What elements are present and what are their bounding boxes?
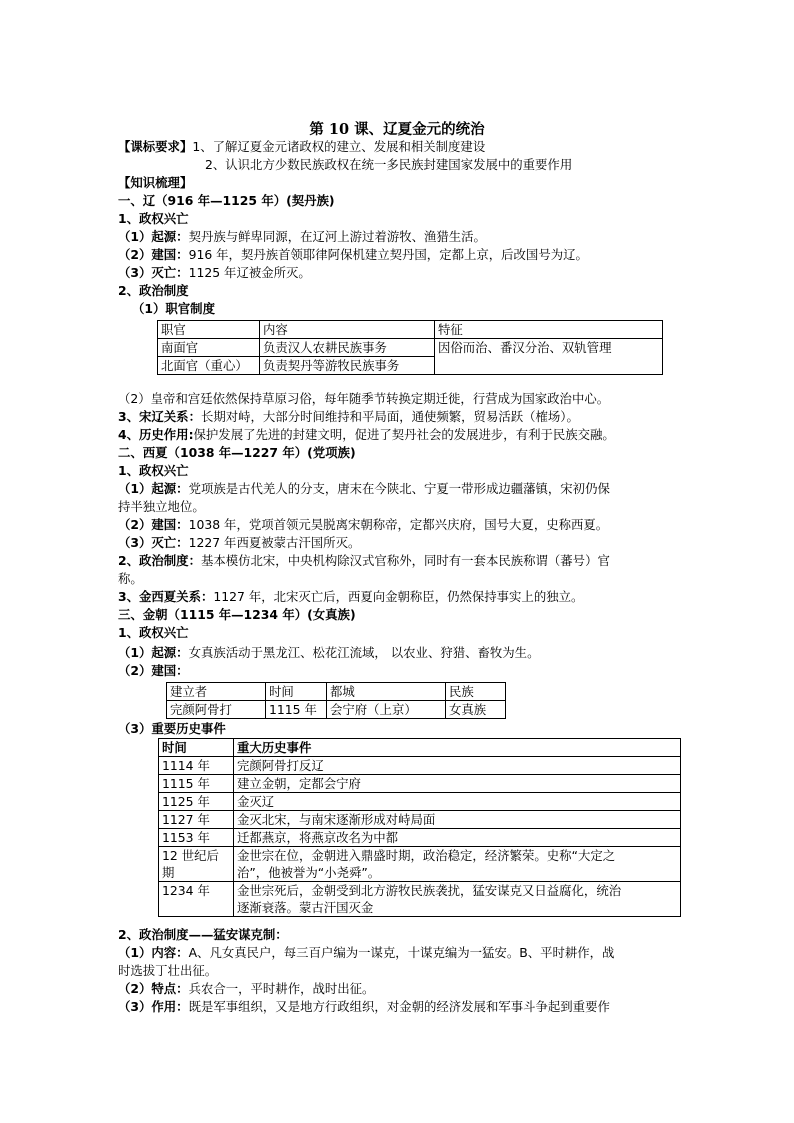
table-row	[159, 793, 681, 811]
xixia-origin	[118, 480, 610, 498]
curriculum-req-2: 2、认识北方少数民族政权在统一多民族封建国家发展中的重要作用	[205, 157, 573, 172]
xixia-origin-cont: 持半独立地位。	[118, 499, 205, 514]
jin-events-label: （3）重要历史事件	[118, 721, 226, 736]
table-row	[159, 757, 681, 775]
table-header-cell: 特征	[435, 321, 663, 339]
table-cell: 完颜阿骨打反辽	[234, 757, 681, 775]
table-cell-feature: 因俗而治、番汉分治、双轨管理	[435, 339, 663, 375]
liao-fall-label: （3）灭亡：	[118, 265, 189, 280]
xixia-founding	[118, 516, 608, 534]
jin-political-system: 2、政治制度——猛安谋克制：	[118, 927, 288, 942]
cell-line: 逐渐衰落。蒙古汗国灭金	[237, 900, 374, 915]
table-cell: 金灭北宋，与南宋逐渐形成对峙局面	[234, 811, 681, 829]
table-cell: 负责汉人农耕民族事务	[260, 339, 435, 357]
table-row	[159, 775, 681, 793]
jin-origin-label: （1）起源：	[118, 645, 189, 660]
xixia-system-text: 基本模仿北宋，中央机构除汉式官称外，同时有一套本民族称谓（蕃号）官	[200, 553, 610, 568]
mengan-effect-text: 既是军事组织，又是地方行政组织，对金朝的经济发展和军事斗争起到重要作	[188, 999, 610, 1014]
curriculum-req-1: 1、了解辽夏金元诸政权的建立、发展和相关制度建设	[192, 139, 486, 154]
table-row	[159, 811, 681, 829]
table-cell	[234, 882, 681, 917]
jin-xixia-relation	[118, 588, 583, 606]
liao-origin-label: （1）起源：	[118, 229, 189, 244]
table-cell: 金灭辽	[234, 793, 681, 811]
mengan-features-text: 兵农合一，平时耕作，战时出征。	[188, 981, 375, 996]
table-cell: 1234 年	[159, 882, 234, 917]
xixia-fall-text: 1227 年西夏被蒙古汗国所灭。	[188, 535, 361, 550]
knowledge-heading: 【知识梳理】	[118, 175, 193, 190]
liao-fall-text: 1125 年辽被金所灭。	[188, 265, 311, 280]
table-cell	[159, 847, 234, 882]
jin-origin	[118, 644, 539, 662]
xixia-fall-label: （3）灭亡：	[118, 535, 189, 550]
liao-founding-text: 916 年，契丹族首领耶律阿保机建立契丹国，定都上京，后改国号为辽。	[188, 247, 588, 262]
xixia-origin-text: 党项族是古代羌人的分支，唐末在今陕北、宁夏一带形成边疆藩镇，宋初仍保	[188, 481, 610, 496]
cell-line: 治”，他被誉为“小尧舜”。	[237, 865, 381, 880]
xixia-heading: 二、西夏（1038 年—1227 年）(党项族)	[118, 445, 356, 460]
table-cell: 1115 年	[159, 775, 234, 793]
jin-founding-label: （2）建国：	[118, 663, 189, 678]
xixia-system-label: 2、政治制度：	[118, 553, 201, 568]
cell-line: 金世宗在位，金朝进入鼎盛时期，政治稳定，经济繁荣。史称“大定之	[237, 848, 616, 863]
mengan-content-label: （1）内容：	[118, 945, 189, 960]
liao-founding	[118, 246, 588, 264]
table-header-cell: 职官	[158, 321, 260, 339]
table-cell: 女真族	[446, 701, 506, 719]
table-cell: 1127 年	[159, 811, 234, 829]
table-header-cell: 建立者	[167, 683, 266, 701]
table-row	[167, 701, 506, 719]
liao-origin-text: 契丹族与鲜卑同源，在辽河上游过着游牧、渔猎生活。	[188, 229, 486, 244]
mengan-content-cont: 时选拔丁壮出征。	[118, 963, 218, 978]
liao-role-text: 保护发展了先进的封建文明，促进了契丹社会的发展进步，有利于民族交融。	[193, 427, 615, 442]
cell-line: 金世宗死后，金朝受到北方游牧民族袭扰，猛安谋克又日益腐化，统治	[237, 883, 622, 898]
xixia-fall	[118, 534, 360, 552]
table-cell: 南面官	[158, 339, 260, 357]
mengan-effect	[118, 998, 610, 1016]
jin-xixia-text: 1127 年，北宋灭亡后，西夏向金朝称臣，仍然保持事实上的独立。	[213, 589, 584, 604]
table-header-cell: 内容	[260, 321, 435, 339]
table-row	[159, 847, 681, 882]
liao-fall	[118, 264, 311, 282]
xixia-system-cont: 称。	[118, 571, 143, 586]
mengan-features-label: （2）特点：	[118, 981, 189, 996]
table-header-row	[167, 683, 506, 701]
table-cell: 北面官（重心）	[158, 357, 260, 375]
table-header-row	[158, 321, 663, 339]
xixia-section-1: 1、政权兴亡	[118, 463, 189, 478]
liao-official-system: （1）职官制度	[132, 301, 215, 316]
liao-heading: 一、辽（916 年—1125 年）(契丹族)	[118, 193, 335, 208]
liao-founding-label: （2）建国：	[118, 247, 189, 262]
jin-events-table	[158, 738, 681, 917]
table-cell: 1114 年	[159, 757, 234, 775]
table-header-row	[159, 739, 681, 757]
table-row	[158, 339, 663, 357]
liao-historical-role	[118, 426, 615, 444]
liao-section-2: 2、政治制度	[118, 283, 189, 298]
jin-founding-table	[166, 682, 506, 719]
table-cell: 1153 年	[159, 829, 234, 847]
liao-section-1: 1、政权兴亡	[118, 211, 189, 226]
table-header-cell: 重大历史事件	[234, 739, 681, 757]
song-liao-relation	[118, 408, 579, 426]
mengan-content	[118, 944, 614, 962]
table-cell	[234, 847, 681, 882]
table-cell: 建立金朝，定都会宁府	[234, 775, 681, 793]
table-cell: 迁都燕京，将燕京改名为中都	[234, 829, 681, 847]
table-header-cell: 都城	[327, 683, 446, 701]
song-liao-label: 3、宋辽关系：	[118, 409, 201, 424]
xixia-origin-label: （1）起源：	[118, 481, 189, 496]
mengan-features	[118, 980, 374, 998]
jin-xixia-label: 3、金西夏关系：	[118, 589, 214, 604]
xixia-political-system	[118, 552, 610, 570]
table-cell: 1125 年	[159, 793, 234, 811]
cell-line: 期	[162, 865, 175, 880]
table-cell: 会宁府（上京）	[327, 701, 446, 719]
liao-official-table	[157, 320, 663, 375]
mengan-effect-label: （3）作用：	[118, 999, 189, 1014]
cell-line: 12 世纪后	[162, 848, 219, 863]
jin-section-1: 1、政权兴亡	[118, 625, 189, 640]
table-cell: 负责契丹等游牧民族事务	[260, 357, 435, 375]
table-cell: 1115 年	[266, 701, 327, 719]
table-header-cell: 时间	[159, 739, 234, 757]
jin-origin-text: 女真族活动于黑龙江、松花江流域， 以农业、狩猎、畜牧为生。	[188, 645, 540, 660]
jin-heading: 三、金朝（1115 年—1234 年）(女真族)	[118, 607, 356, 622]
lesson-title: 第 10 课、辽夏金元的统治	[309, 121, 485, 138]
xixia-founding-label: （2）建国：	[118, 517, 189, 532]
table-cell: 完颜阿骨打	[167, 701, 266, 719]
table-header-cell: 民族	[446, 683, 506, 701]
liao-role-label: 4、历史作用:	[118, 427, 194, 442]
song-liao-text: 长期对峙，大部分时间维持和平局面，通使频繁，贸易活跃（榷场）。	[200, 409, 579, 424]
curriculum-req-label: 【课标要求】	[118, 139, 193, 154]
table-header-cell: 时间	[266, 683, 327, 701]
curriculum-req-line1	[118, 138, 485, 156]
mengan-content-text: A、凡女真民户，每三百户编为一谋克，十谋克编为一猛安。B、平时耕作，战	[188, 945, 615, 960]
liao-court-custom: （2）皇帝和宫廷依然保持草原习俗，每年随季节转换定期迁徙，行营成为国家政治中心。	[118, 391, 610, 406]
table-row	[159, 829, 681, 847]
xixia-founding-text: 1038 年，党项首领元昊脱离宋朝称帝，定都兴庆府，国号大夏，史称西夏。	[188, 517, 609, 532]
table-row	[159, 882, 681, 917]
liao-origin	[118, 228, 486, 246]
